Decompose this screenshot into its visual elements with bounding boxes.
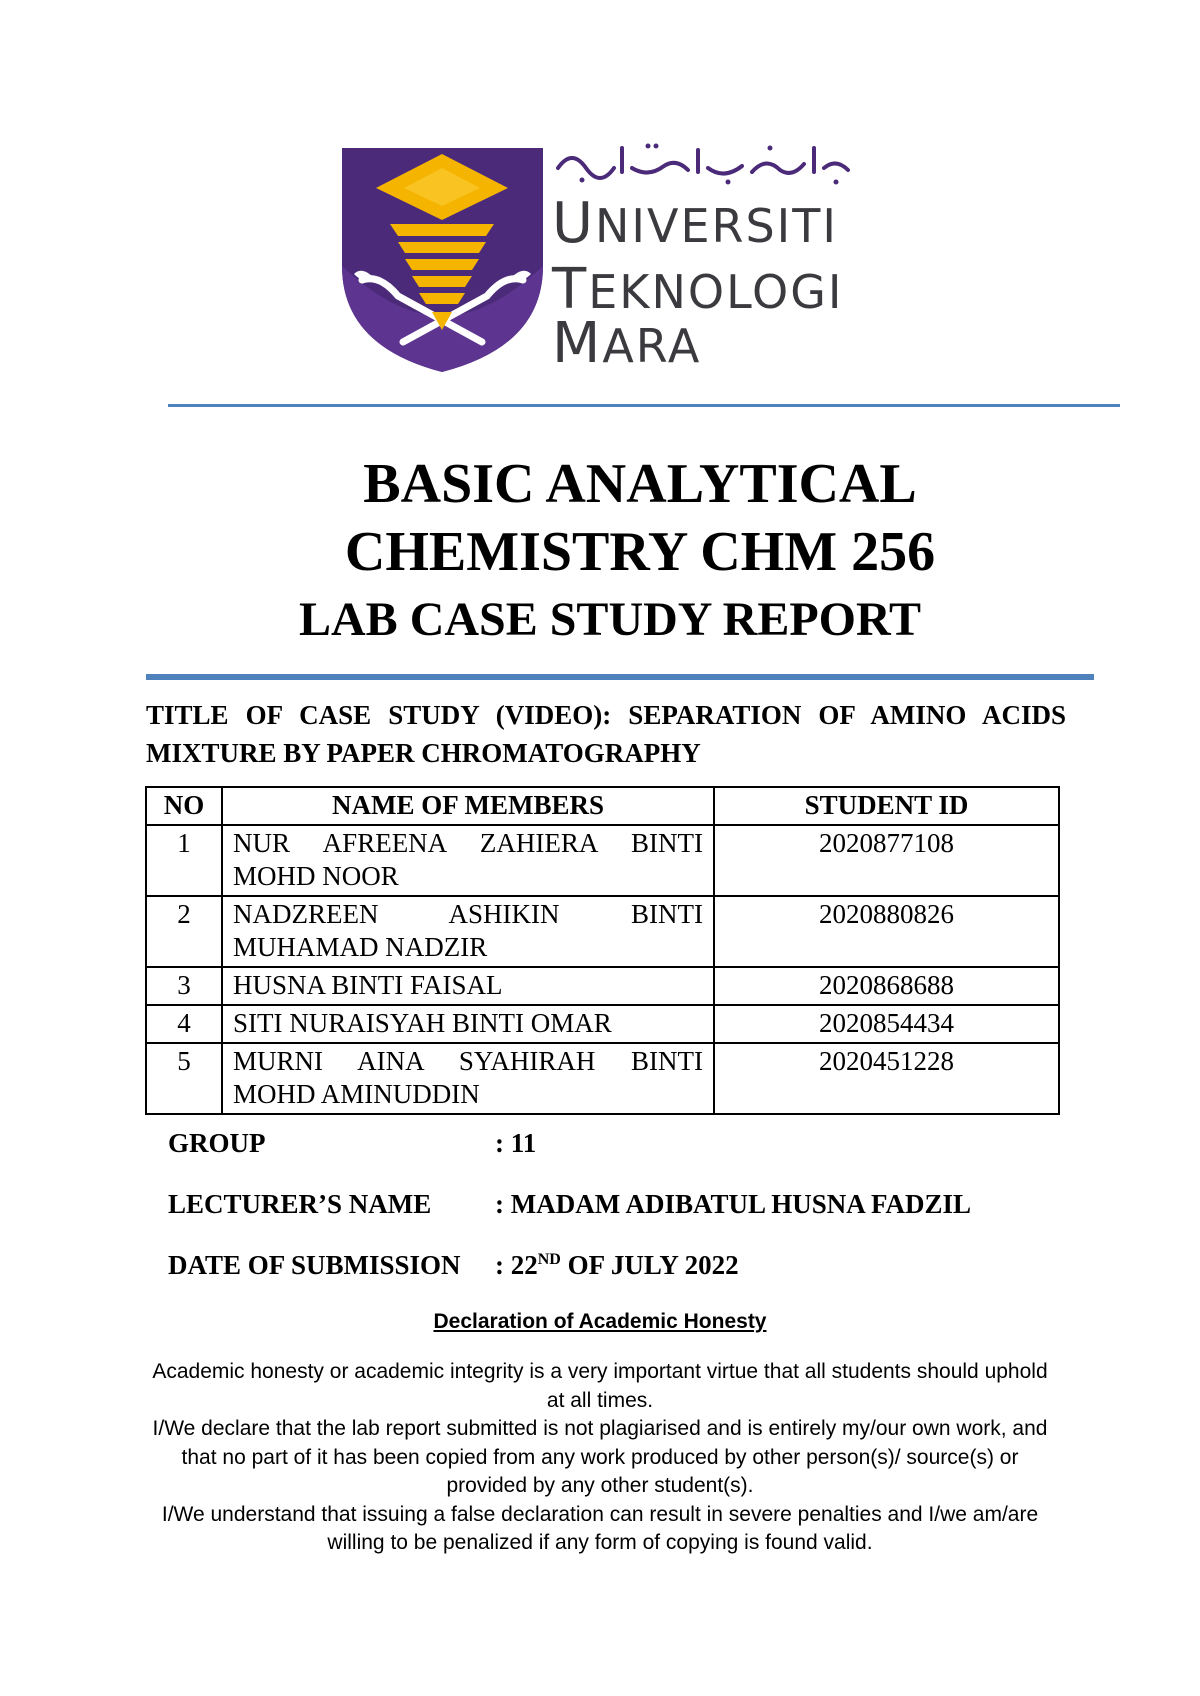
university-logo-arabic-script (552, 138, 852, 188)
table-row (146, 896, 1059, 967)
member-no: 1 (146, 825, 222, 896)
table-row (146, 1043, 1059, 1114)
member-student-id: 2020868688 (714, 967, 1059, 1005)
group-label: GROUP (168, 1128, 266, 1158)
group-value: : 11 (495, 1128, 537, 1158)
table-row (146, 967, 1059, 1005)
title-divider (146, 674, 1094, 680)
member-name: NUR AFREENA ZAHIERA BINTI MOHD NOOR (222, 825, 714, 896)
member-name: MURNI AINA SYAHIRAH BINTI MOHD AMINUDDIN (222, 1043, 714, 1114)
declaration-body (150, 1358, 1050, 1558)
table-header-row (146, 787, 1059, 825)
submission-date-line (168, 1252, 739, 1279)
lecturer-line (168, 1191, 971, 1218)
members-table (145, 786, 1060, 1115)
university-name-line-1: UNIVERSITI (552, 191, 838, 256)
member-no: 2 (146, 896, 222, 967)
submission-date-prefix: : 22 (495, 1250, 538, 1280)
member-no: 3 (146, 967, 222, 1005)
header-name: NAME OF MEMBERS (222, 787, 714, 825)
lecturer-value: : MADAM ADIBATUL HUSNA FADZIL (495, 1189, 972, 1219)
university-name-line-3: MARA (552, 311, 702, 376)
group-line (168, 1130, 536, 1157)
header-student-id: STUDENT ID (714, 787, 1059, 825)
header-divider (168, 404, 1120, 407)
table-row (146, 1005, 1059, 1043)
header-no: NO (146, 787, 222, 825)
member-student-id: 2020880826 (714, 896, 1059, 967)
report-subtitle: LAB CASE STUDY REPORT (299, 593, 921, 646)
member-name: HUSNA BINTI FAISAL (222, 967, 714, 1005)
submission-date-label: DATE OF SUBMISSION (168, 1250, 461, 1280)
submission-date-ordinal: ND (537, 1251, 561, 1268)
lecturer-label: LECTURER’S NAME (168, 1189, 432, 1219)
declaration-paragraph: I/We understand that issuing a false declaration can result in severe penalties and I/we am/are willing to be penalized if any form of copying is found valid. (161, 1502, 1039, 1554)
case-study-title: TITLE OF CASE STUDY (VIDEO): SEPARATION OF AMINO ACIDS MIXTURE BY PAPER CHROMATOGRAPHY (146, 700, 1066, 768)
course-title-line-1: BASIC ANALYTICAL (363, 453, 917, 515)
declaration-paragraph: I/We declare that the lab report submitted is not plagiarised and is entirely my/our own work, and that no part of it has been copied from any work produced by other person(s)/ source(s) or provided by any other student(s). (152, 1417, 1048, 1497)
university-logo-shield (340, 146, 545, 374)
member-student-id: 2020451228 (714, 1043, 1059, 1114)
member-no: 5 (146, 1043, 222, 1114)
table-row (146, 825, 1059, 896)
university-name-line-2: TEKNOLOGI (552, 257, 844, 322)
submission-date-suffix: OF JULY 2022 (560, 1250, 739, 1280)
declaration-heading: Declaration of Academic Honesty (433, 1310, 767, 1333)
declaration-paragraph: Academic honesty or academic integrity is a very important virtue that all students should uphold at all times. (152, 1360, 1048, 1412)
course-title-line-2: CHEMISTRY CHM 256 (344, 521, 936, 583)
member-name: SITI NURAISYAH BINTI OMAR (222, 1005, 714, 1043)
member-no: 4 (146, 1005, 222, 1043)
member-student-id: 2020877108 (714, 825, 1059, 896)
member-name: NADZREEN ASHIKIN BINTI MUHAMAD NADZIR (222, 896, 714, 967)
member-student-id: 2020854434 (714, 1005, 1059, 1043)
